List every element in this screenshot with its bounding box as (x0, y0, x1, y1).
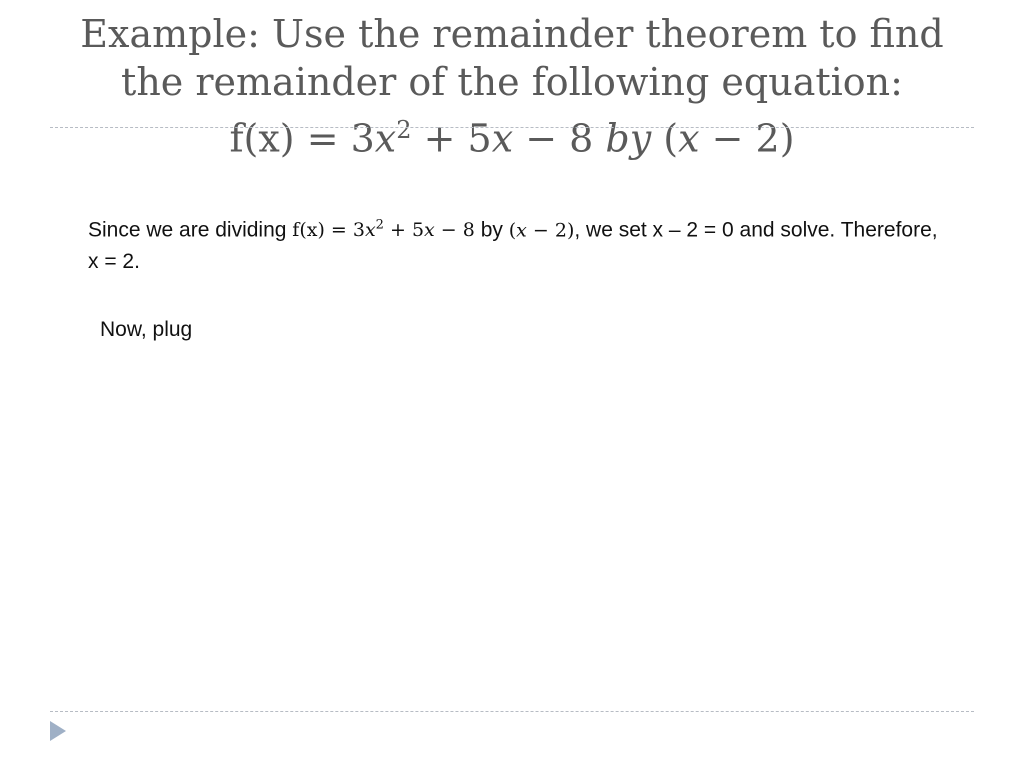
title-x1: x (374, 116, 397, 161)
body-divisor (509, 219, 575, 241)
body-x1: x (364, 219, 376, 242)
title-by: by (605, 116, 652, 161)
body-minus: − 8 (434, 219, 475, 242)
title-divider (50, 127, 974, 128)
divisor-rest: − 2) (526, 219, 575, 242)
title-fx: f(x) (229, 116, 295, 161)
title-x3: x (678, 116, 700, 161)
title-paren-open: ( (651, 116, 679, 161)
title-minus: − 8 (513, 116, 606, 161)
body-fx: f(x) (292, 219, 325, 242)
title-x2: x (491, 116, 514, 161)
title-line-1: Example: Use the remainder theorem to find (80, 12, 944, 56)
triangle-right-icon[interactable] (48, 719, 68, 743)
divisor-open: ( (508, 219, 517, 242)
divisor-x: x (516, 219, 527, 242)
second-paragraph: Now, plug (100, 318, 193, 341)
title-plus: + 5 (411, 116, 492, 161)
body-exponent: 2 (375, 218, 384, 233)
body-by-word: by (474, 218, 509, 242)
body-plus: + 5 (383, 219, 425, 242)
title-exponent: 2 (396, 116, 412, 144)
body-paragraph (88, 210, 938, 277)
footer-divider (50, 711, 974, 712)
title-equation (30, 106, 994, 163)
title-eq: = 3 (294, 116, 375, 161)
slide-title (30, 10, 994, 163)
body-text-before: Since we are dividing (88, 218, 293, 242)
title-line-2: the remainder of the following equation: (121, 60, 903, 104)
body-equation (292, 219, 475, 241)
title-paren-rest: − 2) (699, 116, 795, 161)
body-x2: x (424, 219, 435, 242)
body-text-after: , we set x – 2 = 0 and solve. Therefore, x = 2. (88, 218, 938, 274)
body-eq: = 3 (324, 219, 365, 242)
